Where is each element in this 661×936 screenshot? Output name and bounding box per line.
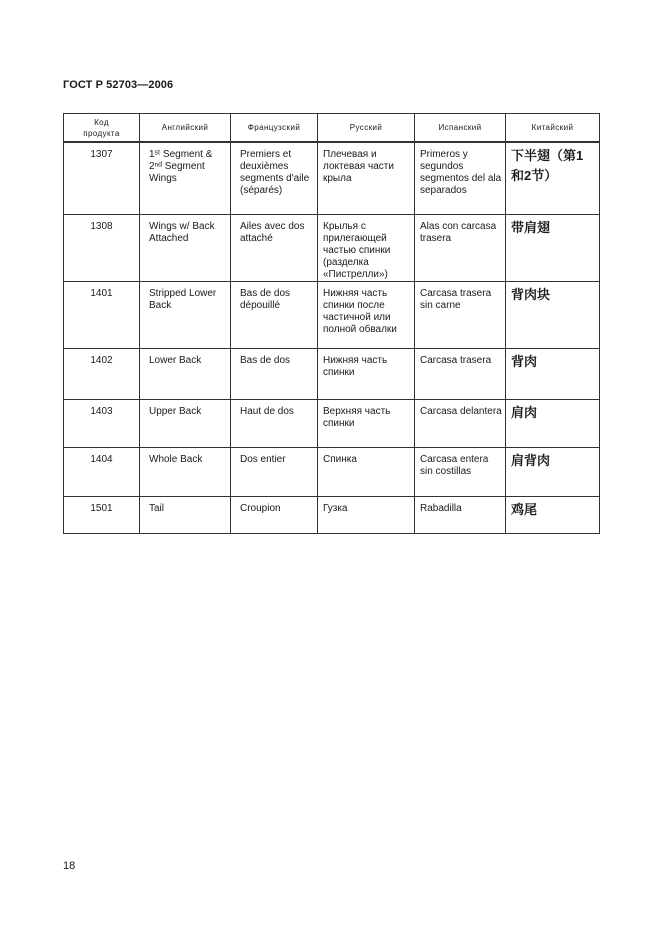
cell-code: 1403 (90, 405, 113, 417)
page-number: 18 (63, 860, 76, 872)
cell-russian: Крылья с прилегающей частью спинки (разделка «Пиcтрелли») (323, 220, 391, 280)
column-header-french: Французский (231, 114, 318, 143)
cell-spanish: Carcasa entera sin costillas (420, 453, 489, 477)
cell-russian: Нижняя часть спинки после частичной или полной обвалки (323, 287, 397, 335)
cell-chinese: 肩背肉 (511, 452, 551, 468)
cell-chinese: 背肉 (511, 353, 538, 369)
cell-chinese: 肩肉 (511, 404, 538, 420)
cell-french: Croupion (240, 502, 281, 514)
cell-spanish: Carcasa trasera (420, 354, 492, 366)
cell-code: 1404 (90, 453, 113, 465)
column-header-english: Английский (140, 114, 231, 143)
cell-spanish: Carcasa delantera (420, 405, 502, 417)
cell-code: 1401 (90, 287, 113, 299)
cell-english: Lower Back (149, 354, 202, 366)
product-table (63, 113, 600, 534)
table-row (64, 214, 600, 281)
cell-code: 1307 (90, 149, 113, 160)
table-row (64, 348, 600, 399)
cell-spanish: Rabadilla (420, 502, 462, 514)
cell-english: Wings w/ Back Attached (149, 220, 215, 244)
document-title: ГОСТ Р 52703—2006 (63, 79, 174, 91)
cell-spanish: Primeros y segundos segmentos del ala separados (420, 149, 502, 196)
column-header-russian: Русский (318, 114, 415, 143)
column-header-spanish: Испанский (415, 114, 506, 143)
column-header-code: Код продукта (64, 114, 140, 143)
cell-russian: Верхняя часть спинки (323, 405, 391, 429)
column-header-chinese: Китайский (506, 114, 600, 143)
cell-french: Bas de dos dépouillé (240, 287, 291, 311)
cell-french: Ailes avec dos attaché (240, 220, 305, 244)
table-row (64, 496, 600, 533)
cell-french: Dos entier (240, 453, 286, 465)
cell-russian: Гузка (323, 502, 348, 514)
cell-english: 1ˢᵗ Segment & 2ⁿᵈ Segment Wings (149, 149, 213, 184)
cell-spanish: Alas con carcasa trasera (420, 220, 497, 244)
cell-code: 1308 (90, 220, 113, 232)
table-row (64, 447, 600, 496)
cell-chinese: 下半翅（第1和2节） (511, 148, 584, 183)
cell-chinese: 鸡尾 (511, 501, 538, 517)
cell-russian: Нижняя часть спинки (323, 354, 388, 378)
cell-english: Upper Back (149, 405, 202, 417)
cell-chinese: 背肉块 (511, 286, 551, 302)
table-header-row (64, 114, 600, 143)
cell-code: 1501 (90, 502, 113, 514)
table-row (64, 142, 600, 214)
cell-english: Tail (149, 502, 165, 514)
cell-spanish: Carcasa trasera sin carne (420, 287, 492, 311)
table-row (64, 281, 600, 348)
cell-english: Stripped Lower Back (149, 287, 217, 311)
table-row (64, 399, 600, 447)
cell-french: Haut de dos (240, 405, 294, 417)
cell-french: Bas de dos (240, 354, 291, 366)
cell-russian: Спинка (323, 453, 357, 465)
cell-russian: Плечевая и локтевая части крыла (323, 149, 394, 184)
cell-code: 1402 (90, 354, 113, 366)
cell-french: Premiers et deuxièmes segments d'aile (séparés) (240, 149, 310, 196)
cell-chinese: 带肩翅 (511, 219, 551, 235)
cell-english: Whole Back (149, 453, 203, 465)
